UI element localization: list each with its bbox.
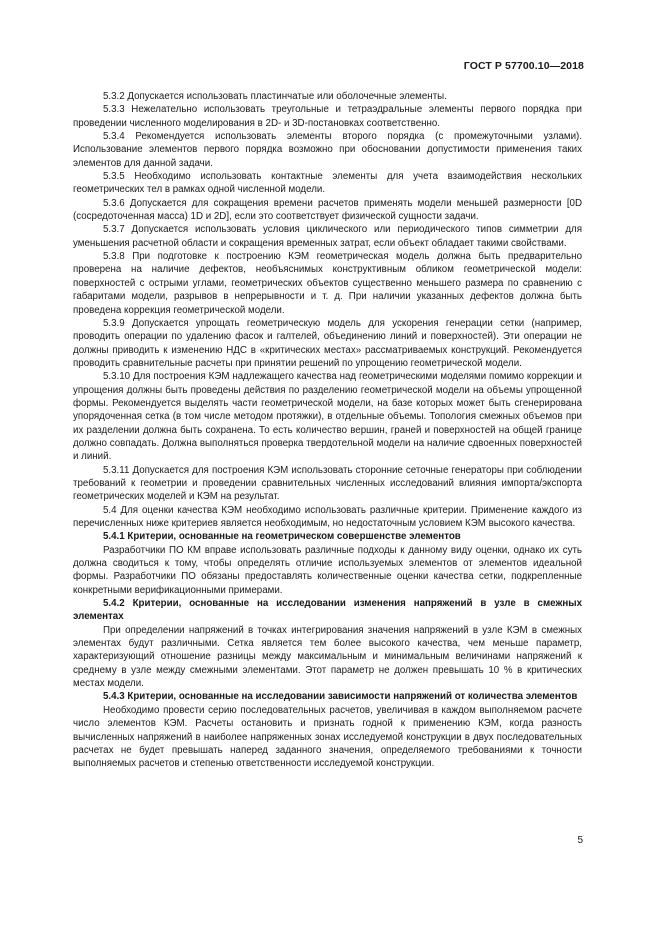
heading-5-4-2: 5.4.2 Критерии, основанные на исследовании изменения напряжений в узле в смежных элементах [73,598,582,623]
document-id: ГОСТ Р 57700.10—2018 [463,60,584,72]
clause-5-3-2: 5.3.2 Допускается использовать пластинчатые или оболочечные элементы. [103,91,447,102]
clause-5-4-2-text: При определении напряжений в точках интегрирования значения напряжений в узле КЭМ в смежных элементах будут различными. Сетка является тем более высокого качества, чем меньше параметр, характеризующий отношение разницы между максимальным и минимальным величинами напряжений к среднему в узле между смежными элементами. Этот параметр не должен превышать 10 % в критических местах модели. [73,624,582,690]
clause-5-3-11: 5.3.11 Допускается для построения КЭМ использовать сторонние сеточные генераторы при соблюдении требований к геометрии и проведении сравнительных численных исследований влияния импорта/экспорта геометрических моделей и КЭМ на результат. [73,464,582,503]
document-body [73,90,582,771]
clause-5-4-1-text: Разработчики ПО КМ вправе использовать различные подходы к данному виду оценки, однако их суть должна сводиться к тому, чтобы определять отличие используемых элементов от элементов идеальной формы. Разработчики ПО обязаны предоставлять количественные оценки качества сетки, подкрепленные конкретными верификационными примерами. [73,544,582,596]
clause-5-3-9: 5.3.9 Допускается упрощать геометрическую модель для ускорения генерации сетки (например, проводить операции по удалению фасок и галтелей, объединению линий и поверхностей). Эти операции не должны приводить к изменению НДС в «критических местах» рассматриваемых конструкций. Рекомендуется проводить сравнительные расчеты при принятии решений по упрощению геометрической модели. [73,317,582,369]
page-number: 5 [577,834,583,846]
clause-5-3-8: 5.3.8 При подготовке к построению КЭМ геометрическая модель должна быть предварительно проверена на наличие дефектов, необъяснимых конструктивным обликом геометрической модели: поверхностей с острыми углами, геометрических объектов существенно меньшего размера по сравнению с габаритами модели, разрывов в непрерывности и т. д. При наличии указанных дефектов должна быть проведена коррекция геометрической модели. [73,251,582,316]
clause-5-3-6: 5.3.6 Допускается для сокращения времени расчетов применять модели меньшей размерности [0D (сосредоточенная масса) 1D и 2D], если это соответствует физической сущности задачи. [73,197,582,223]
clause-5-4: 5.4 Для оценки качества КЭМ необходимо использовать различные критерии. Применение каждого из перечисленных ниже критериев является необходимым, но недостаточным условием КЭМ высокого качества. [73,504,582,529]
clause-5-3-3: 5.3.3 Нежелательно использовать треугольные и тетраэдральные элементы первого порядка при проведении численного моделирования в 2D- и 3D-постановках соответственно. [73,104,582,129]
clause-5-3-4: 5.3.4 Рекомендуется использовать элементы второго порядка (с промежуточными узлами). Использование элементов первого порядка возможно при обосновании допустимости применения таких элементов для данной задачи. [73,131,582,169]
heading-5-4-1: 5.4.1 Критерии, основанные на геометрическом совершенстве элементов [103,531,461,543]
heading-5-4-3: 5.4.3 Критерии, основанные на исследовании зависимости напряжений от количества элементов [103,691,578,703]
clause-5-3-7: 5.3.7 Допускается использовать условия циклического или периодического типов симметрии для уменьшения расчетной области и сокращения временных затрат, если объект обладает такими свойствами. [73,224,582,249]
clause-5-3-5: 5.3.5 Необходимо использовать контактные элементы для учета взаимодействия нескольких геометрических тел в рамках одной численной модели. [73,171,582,196]
clause-5-4-3-text: Необходимо провести серию последовательных расчетов, увеличивая в каждом выполняемом расчете число элементов КЭМ. Расчеты остановить и признать годной к применению КЭМ, когда разность вычисленных напряжений в наиболее напряженных зонах исследуемой конструкции в двух последовательных расчетах не будет превышать наперед заданного значения, определяемого требованиями к точности выполняемых расчетов и степенью ответственности исследуемой конструкции. [73,704,582,770]
clause-5-3-10: 5.3.10 Для построения КЭМ надлежащего качества над геометрическими моделями помимо коррекции и упрощения должны быть проведены действия по разделению геометрической модели на объемы упрощенной формы. Рекомендуется выделять части геометрической модели, на базе которых может быть сгенерирована упорядоченная сетка (в том числе методом протяжки), в отдельные объемы. Топология смежных объемов при их разделении должна быть сохранена. То есть количество вершин, граней и поверхностей на общей границе должно совпадать. Должна выполняться проверка твердотельной модели на наличие сдвоенных поверхностей и линий. [73,371,582,463]
